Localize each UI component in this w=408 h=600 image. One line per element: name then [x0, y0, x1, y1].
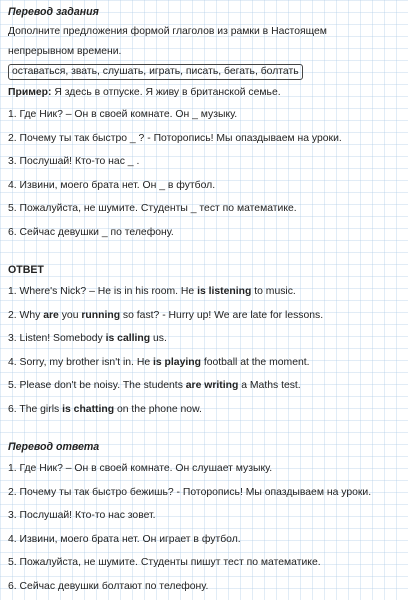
word-box-row — [8, 62, 402, 82]
answer-title: ОТВЕТ — [8, 264, 44, 276]
answer-translation-section — [8, 440, 402, 598]
task-instruction-line-1: Дополните предложения формой глаголов из рамки в Настоящем — [8, 26, 327, 37]
section-spacer — [8, 421, 402, 440]
answer-verb: running — [81, 309, 121, 321]
word-box: оставаться, звать, слушать, играть, писать, бегать, болтать — [8, 64, 303, 80]
answer-text: so fast? - Hurry up! We are late for lessons. — [120, 309, 324, 321]
answer-text: 5. Please don't be noisy. The students — [8, 380, 186, 391]
answer-text: 2. Why — [8, 309, 44, 321]
answer-text: on the phone now. — [114, 403, 202, 415]
answer-verb: is playing — [153, 356, 201, 368]
task-item: 2. Почему ты так быстро _ ? - Поторопись! Мы опаздываем на уроки. — [8, 132, 342, 144]
task-section — [8, 5, 402, 244]
example-line — [8, 82, 402, 103]
answer-verb: are — [43, 309, 59, 321]
answer-item — [8, 304, 402, 328]
translation-item: 2. Почему ты так быстро бежишь? - Поторопись! Мы опаздываем на уроки. — [8, 486, 372, 498]
answer-item — [8, 327, 402, 351]
example-text: Я здесь в отпуске. Я живу в британской семье. — [51, 87, 281, 98]
answer-item — [8, 398, 402, 422]
translation-item: 4. Извини, моего брата нет. Он играет в футбол. — [8, 533, 241, 545]
task-item: 4. Извини, моего брата нет. Он _ в футбол. — [8, 179, 216, 191]
answer-item — [8, 374, 402, 398]
translation-item: 6. Сейчас девушки болтают по телефону. — [8, 580, 209, 592]
answer-text: 6. The girls — [8, 403, 63, 415]
answer-text: 4. Sorry, my brother isn't in. He — [8, 356, 153, 368]
task-title: Перевод задания — [8, 6, 99, 18]
task-item: 3. Послушай! Кто-то нас _ . — [8, 156, 140, 167]
task-instruction-line-2: непрерывном времени. — [8, 46, 122, 57]
example-label: Пример: — [8, 87, 52, 98]
answer-text: 1. Where's Nick? – He is in his room. He — [8, 286, 198, 297]
answer-item — [8, 280, 402, 304]
answer-text: a Maths test. — [238, 380, 301, 391]
answer-section — [8, 263, 402, 421]
answer-verb: are writing — [185, 380, 239, 391]
answer-verb: is chatting — [62, 403, 115, 415]
answer-text: football at the moment. — [200, 356, 310, 368]
answer-text: you — [58, 309, 82, 321]
answer-translation-title: Перевод ответа — [8, 441, 100, 453]
answer-verb: is calling — [105, 333, 151, 344]
answer-text: 3. Listen! Somebody — [8, 333, 106, 344]
section-spacer — [8, 244, 402, 263]
answer-text: to music. — [251, 286, 296, 297]
answer-item — [8, 351, 402, 375]
answer-verb: is listening — [197, 286, 252, 297]
translation-item: 1. Где Ник? – Он в своей комнате. Он слушает музыку. — [8, 463, 273, 474]
task-item: 6. Сейчас девушки _ по телефону. — [8, 226, 174, 238]
answer-text: us. — [150, 333, 167, 344]
translation-item: 3. Послушай! Кто-то нас зовет. — [8, 510, 156, 521]
translation-item: 5. Пожалуйста, не шумите. Студенты пишут тест по математике. — [8, 557, 321, 568]
task-item: 5. Пожалуйста, не шумите. Студенты _ тест по математике. — [8, 203, 297, 214]
task-item: 1. Где Ник? – Он в своей комнате. Он _ музыку. — [8, 109, 238, 120]
